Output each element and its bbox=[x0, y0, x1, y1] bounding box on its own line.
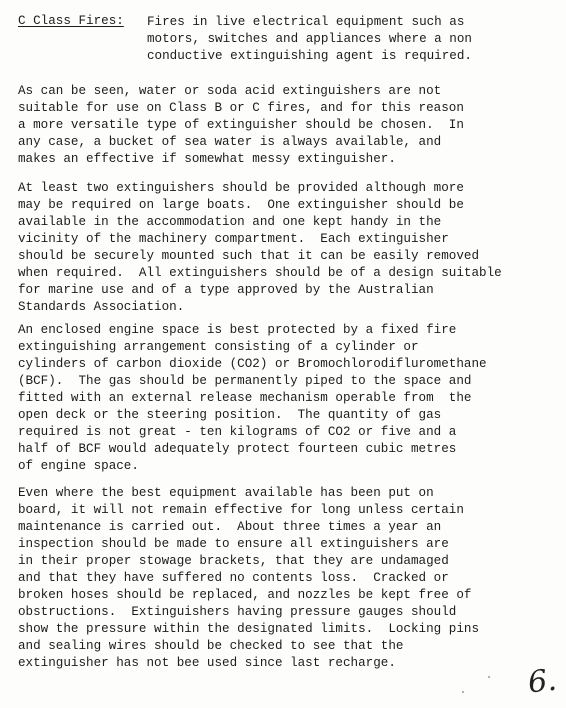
paragraph-line: Even where the best equipment available has been put on bbox=[18, 486, 434, 500]
paragraph-line: makes an effective if somewhat messy extinguisher. bbox=[18, 152, 396, 166]
paragraph-line: Standards Association. bbox=[18, 300, 185, 314]
paragraph-line: inspection should be made to ensure all extinguishers are bbox=[18, 537, 449, 551]
paragraph-line: broken hoses should be replaced, and nozzles be kept free of bbox=[18, 588, 472, 602]
paragraph-line: available in the accommodation and one kept handy in the bbox=[18, 215, 442, 229]
paragraph-line: half of BCF would adequately protect fourteen cubic metres bbox=[18, 442, 457, 456]
paragraph-line: cylinders of carbon dioxide (CO2) or Bromochlorodifluromethane bbox=[18, 357, 487, 371]
paragraph-line: maintenance is carried out. About three times a year an bbox=[18, 520, 442, 534]
paragraph-line: of engine space. bbox=[18, 459, 139, 473]
paragraph-line: and that they have suffered no contents loss. Cracked or bbox=[18, 571, 449, 585]
paragraph-line: vicinity of the machinery compartment. Each extinguisher bbox=[18, 232, 449, 246]
paragraph-line: suitable for use on Class B or C fires, and for this reason bbox=[18, 101, 464, 115]
paragraph-line: extinguisher has not bee used since last recharge. bbox=[18, 656, 396, 670]
paragraph-line: when required. All extinguishers should be of a design suitable bbox=[18, 266, 502, 280]
paragraph-line: As can be seen, water or soda acid extinguishers are not bbox=[18, 84, 442, 98]
paragraph-line: a more versatile type of extinguisher should be chosen. In bbox=[18, 118, 464, 132]
paragraph-line: An enclosed engine space is best protected by a fixed fire bbox=[18, 323, 457, 337]
paragraph-line: open deck or the steering position. The quantity of gas bbox=[18, 408, 442, 422]
paragraph-line: obstructions. Extinguishers having pressure gauges should bbox=[18, 605, 457, 619]
definition-line: conductive extinguishing agent is required. bbox=[147, 49, 472, 63]
paragraph-line: fitted with an external release mechanism operable from the bbox=[18, 391, 472, 405]
paragraph-line: At least two extinguishers should be provided although more bbox=[18, 181, 464, 195]
paragraph-line: should be securely mounted such that it can be easily removed bbox=[18, 249, 480, 263]
section-heading-label: C Class Fires: bbox=[18, 14, 124, 28]
paragraph-line: show the pressure within the designated limits. Locking pins bbox=[18, 622, 480, 636]
scan-speck bbox=[488, 676, 490, 678]
paragraph-line: may be required on large boats. One extinguisher should be bbox=[18, 198, 464, 212]
paragraph-line: (BCF). The gas should be permanently piped to the space and bbox=[18, 374, 472, 388]
definition-line: motors, switches and appliances where a non bbox=[147, 32, 472, 46]
paragraph-engine-space-protection bbox=[18, 322, 487, 475]
paragraph-extinguisher-suitability bbox=[18, 83, 464, 168]
paragraph-line: any case, a bucket of sea water is always available, and bbox=[18, 135, 442, 149]
paragraph-maintenance bbox=[18, 485, 479, 672]
definition-line: Fires in live electrical equipment such as bbox=[147, 15, 465, 29]
paragraph-line: extinguishing arrangement consisting of a cylinder or bbox=[18, 340, 419, 354]
paragraph-number-of-extinguishers bbox=[18, 180, 502, 316]
paragraph-line: and sealing wires should be checked to see that the bbox=[18, 639, 404, 653]
paragraph-line: in their proper stowage brackets, that they are undamaged bbox=[18, 554, 449, 568]
handwritten-page-number: 6. bbox=[526, 662, 559, 701]
paragraph-line: board, it will not remain effective for long unless certain bbox=[18, 503, 464, 517]
scan-speck bbox=[462, 691, 464, 693]
paragraph-line: for marine use and of a type approved by the Australian bbox=[18, 283, 434, 297]
section-heading-definition bbox=[147, 14, 472, 65]
paragraph-line: required is not great - ten kilograms of CO2 or five and a bbox=[18, 425, 457, 439]
